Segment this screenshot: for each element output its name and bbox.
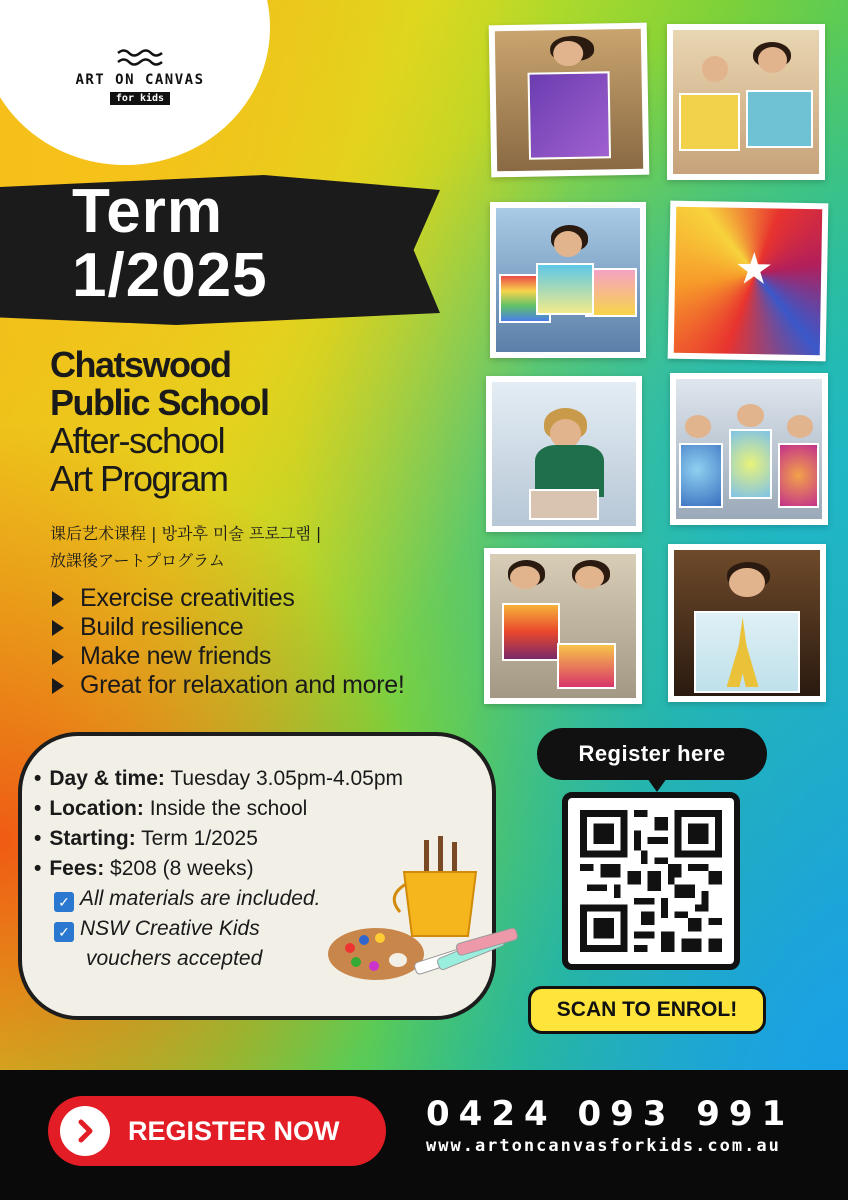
translated-titles	[50, 520, 321, 574]
checkbox-icon: ✓	[54, 892, 74, 912]
benefit-item: Make new friends	[52, 642, 405, 671]
photo-kid-rainbow-3	[490, 202, 646, 358]
photo-painting-star-4	[668, 201, 829, 362]
logo-title: ART ON CANVAS	[75, 72, 205, 88]
waves-icon	[116, 48, 164, 68]
arrow-icon	[52, 591, 64, 607]
program-line-1: After-school	[50, 420, 225, 461]
translated-line-2: 放課後アートプログラム	[50, 551, 225, 570]
photo-kid-eiffel-8	[668, 544, 826, 702]
art-supplies-illustration	[326, 836, 526, 986]
photo-kid-drawing-5	[486, 376, 642, 532]
note-vouchers: ✓ NSW Creative Kids	[34, 914, 403, 944]
phone-number[interactable]: 0424 093 991	[426, 1094, 795, 1134]
qr-code-icon	[580, 810, 722, 952]
school-name-1: Chatswood	[50, 344, 231, 385]
benefit-item: Build resilience	[52, 613, 405, 642]
detail-starting: • Starting: Term 1/2025	[34, 824, 403, 854]
chevron-right-icon	[60, 1106, 110, 1156]
note-vouchers-cont: vouchers accepted	[86, 947, 263, 970]
qr-code[interactable]	[562, 792, 740, 970]
benefit-item: Great for relaxation and more!	[52, 671, 405, 700]
arrow-icon	[52, 620, 64, 636]
brand-logo	[60, 48, 220, 106]
benefit-item: Exercise creativities	[52, 584, 405, 613]
photo-kids-with-paintings-2	[667, 24, 825, 180]
note-materials: ✓ All materials are included.	[34, 884, 403, 914]
term-line-2: 1/2025	[72, 241, 268, 310]
arrow-icon	[52, 678, 64, 694]
program-title	[50, 346, 430, 498]
photo-kids-bubbles-6	[670, 373, 828, 525]
school-name-2: Public School	[50, 382, 269, 423]
translated-line-1: 课后艺术课程 | 방과후 미술 프로그램 |	[50, 524, 322, 543]
scan-to-enrol-label: SCAN TO ENROL!	[528, 986, 766, 1034]
benefits-list	[52, 584, 405, 700]
detail-location: • Location: Inside the school	[34, 794, 403, 824]
program-line-2: Art Program	[50, 458, 228, 499]
term-line-1: Term	[72, 177, 224, 246]
checkbox-icon: ✓	[54, 922, 74, 942]
photo-kids-sunset-7	[484, 548, 642, 704]
register-now-label: REGISTER NOW	[128, 1115, 340, 1146]
term-heading	[72, 177, 268, 310]
register-here-label: Register here	[537, 728, 767, 780]
register-now-button[interactable]	[48, 1096, 386, 1166]
website-link[interactable]: www.artoncanvasforkids.com.au	[426, 1136, 781, 1156]
photo-kid-with-painting-1	[489, 23, 650, 178]
logo-subtitle: for kids	[110, 92, 170, 105]
detail-fees: • Fees: $208 (8 weeks)	[34, 854, 403, 884]
arrow-icon	[52, 649, 64, 665]
detail-day-time: • Day & time: Tuesday 3.05pm-4.05pm	[34, 764, 403, 794]
